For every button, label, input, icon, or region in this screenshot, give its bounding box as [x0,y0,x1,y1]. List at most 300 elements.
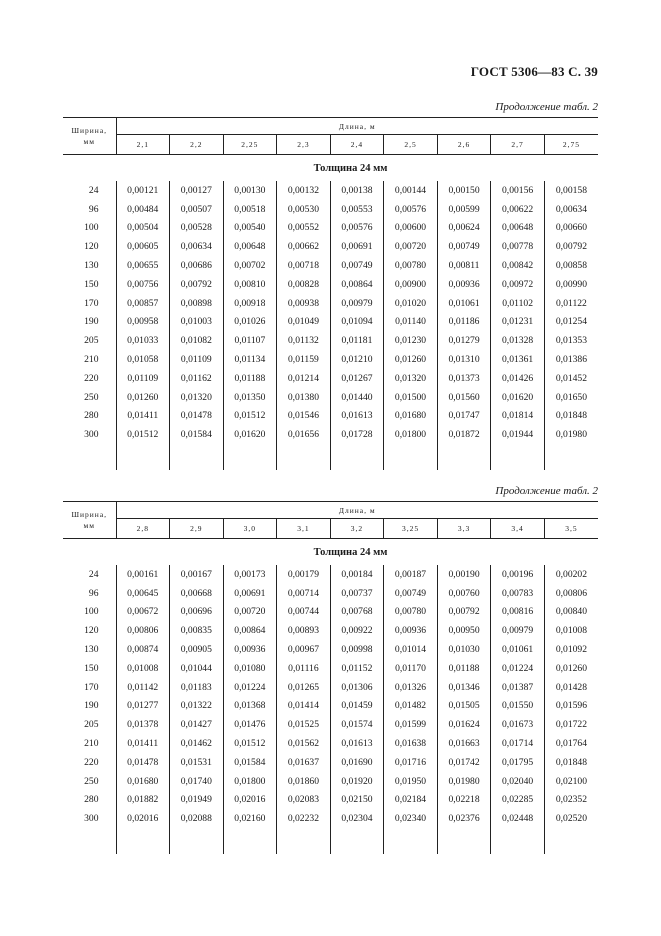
table-row [63,640,598,659]
volume-cell: 0,00696 [170,603,224,622]
volume-cell: 0,00599 [437,200,491,219]
length-header-cell: 3,0 [223,519,277,539]
volume-cell: 0,01140 [384,313,438,332]
volume-cell: 0,00714 [277,584,331,603]
volume-cell: 0,00668 [170,584,224,603]
length-header-cell: 3,3 [437,519,491,539]
volume-cell: 0,00553 [330,200,384,219]
volume-cell: 0,01107 [223,331,277,350]
volume-cell: 0,00737 [330,584,384,603]
volume-cell: 0,02352 [544,791,598,810]
volume-cell: 0,01848 [544,407,598,426]
volume-cell: 0,02520 [544,809,598,828]
width-cell: 250 [84,391,99,403]
volume-cell: 0,01030 [437,640,491,659]
volume-cell: 0,00576 [384,200,438,219]
spacer-cell [384,444,438,470]
width-label: Ширина, [71,510,108,519]
volume-cell: 0,01482 [384,697,438,716]
volume-cell: 0,00857 [116,294,170,313]
volume-cell: 0,01795 [491,753,545,772]
volume-cell: 0,00778 [491,237,545,256]
table-body [63,155,598,471]
volume-cell: 0,02150 [330,791,384,810]
table-row [63,678,598,697]
table-row [63,331,598,350]
volume-cell: 0,01033 [116,331,170,350]
volume-cell: 0,00864 [223,621,277,640]
volume-cell: 0,01260 [544,659,598,678]
volume-cell: 0,02088 [170,809,224,828]
volume-cell: 0,01350 [223,388,277,407]
volume-cell: 0,00645 [116,584,170,603]
volume-cell: 0,00158 [544,181,598,200]
volume-cell: 0,01525 [277,715,331,734]
volume-cell: 0,00605 [116,237,170,256]
volume-cell: 0,00936 [384,621,438,640]
volume-cell: 0,01188 [437,659,491,678]
volume-cell: 0,00127 [170,181,224,200]
width-cell: 250 [84,775,99,787]
volume-cell: 0,01680 [384,407,438,426]
volume-cell: 0,00936 [437,275,491,294]
volume-cell: 0,01620 [491,388,545,407]
volume-cell: 0,01380 [277,388,331,407]
volume-cell: 0,01584 [170,425,224,444]
width-unit: мм [83,521,95,530]
volume-cell: 0,01170 [384,659,438,678]
table-row [63,407,598,426]
volume-cell: 0,01428 [544,678,598,697]
length-header-cell: 2,2 [170,135,224,155]
volume-cell: 0,00655 [116,256,170,275]
table-row [63,388,598,407]
table-body [63,539,598,855]
volume-cell: 0,00979 [330,294,384,313]
volume-cell: 0,00702 [223,256,277,275]
volume-cell: 0,01142 [116,678,170,697]
width-cell: 210 [84,738,99,750]
width-cell: 210 [84,354,99,366]
volume-cell: 0,01944 [491,425,545,444]
volume-cell: 0,00893 [277,621,331,640]
volume-cell: 0,01426 [491,369,545,388]
volume-cell: 0,01230 [384,331,438,350]
volume-cell: 0,01008 [544,621,598,640]
volume-cell: 0,01882 [116,791,170,810]
volume-cell: 0,01848 [544,753,598,772]
volume-cell: 0,01116 [277,659,331,678]
volume-cell: 0,01044 [170,659,224,678]
volume-cell: 0,00898 [170,294,224,313]
table-spacer-row [63,828,598,854]
volume-cell: 0,01550 [491,697,545,716]
spacer-cell [277,444,331,470]
volume-cell: 0,01500 [384,388,438,407]
volume-cell: 0,00967 [277,640,331,659]
table-row [63,697,598,716]
width-cell: 130 [84,644,99,656]
volume-cell: 0,01546 [277,407,331,426]
volume-cell: 0,01620 [223,425,277,444]
volume-cell: 0,01306 [330,678,384,697]
spacer-cell [384,828,438,854]
volume-cell: 0,01814 [491,407,545,426]
volume-cell: 0,00173 [223,565,277,584]
volume-cell: 0,02016 [223,791,277,810]
volume-cell: 0,00130 [223,181,277,200]
volume-cell: 0,01049 [277,313,331,332]
volume-cell: 0,00979 [491,621,545,640]
volume-cell: 0,00540 [223,219,277,238]
table-row [63,584,598,603]
volume-cell: 0,00780 [384,256,438,275]
length-header-cell: 2,3 [277,135,331,155]
volume-cell: 0,00121 [116,181,170,200]
volume-cell: 0,02184 [384,791,438,810]
volume-cell: 0,01058 [116,350,170,369]
volume-cell: 0,01599 [384,715,438,734]
volume-cell: 0,01387 [491,678,545,697]
thickness-label: Толщина 24 мм [313,546,388,558]
spacer-cell [491,828,545,854]
table-row [63,313,598,332]
volume-cell: 0,01159 [277,350,331,369]
volume-cell: 0,01353 [544,331,598,350]
volume-cell: 0,01980 [437,772,491,791]
volume-cell: 0,00179 [277,565,331,584]
volume-cell: 0,01080 [223,659,277,678]
volume-cell: 0,00780 [384,603,438,622]
volume-cell: 0,01328 [491,331,545,350]
volume-cell: 0,00806 [116,621,170,640]
length-header-cell: 2,6 [437,135,491,155]
table-row [63,659,598,678]
volume-cell: 0,01950 [384,772,438,791]
volume-cell: 0,01690 [330,753,384,772]
volume-cell: 0,01596 [544,697,598,716]
volume-cell: 0,00835 [170,621,224,640]
volume-cell: 0,01512 [223,734,277,753]
volume-cell: 0,01214 [277,369,331,388]
volume-cell: 0,01462 [170,734,224,753]
width-cell: 24 [88,568,99,580]
spacer-cell [330,828,384,854]
table-row [63,734,598,753]
length-header-cell: 2,5 [384,135,438,155]
volume-cell: 0,01254 [544,313,598,332]
volume-cell: 0,01740 [170,772,224,791]
volume-cell: 0,01267 [330,369,384,388]
volume-cell: 0,01186 [437,313,491,332]
width-cell: 100 [84,222,99,234]
width-column-header [63,502,116,539]
volume-cell: 0,02340 [384,809,438,828]
volume-cell: 0,00810 [223,275,277,294]
volume-cell: 0,01980 [544,425,598,444]
volume-cell: 0,01716 [384,753,438,772]
volume-cell: 0,02376 [437,809,491,828]
volume-cell: 0,02016 [116,809,170,828]
width-unit: мм [83,137,95,146]
volume-cell: 0,02083 [277,791,331,810]
volume-cell: 0,01003 [170,313,224,332]
volume-cell: 0,00749 [437,237,491,256]
volume-cell: 0,00918 [223,294,277,313]
volume-cell: 0,01265 [277,678,331,697]
volume-table [63,501,598,854]
volume-cell: 0,00990 [544,275,598,294]
width-cell: 130 [84,260,99,272]
volume-cell: 0,01505 [437,697,491,716]
volume-cell: 0,01132 [277,331,331,350]
volume-cell: 0,01949 [170,791,224,810]
volume-cell: 0,00792 [544,237,598,256]
table-row [63,181,598,200]
volume-cell: 0,01560 [437,388,491,407]
table-row [63,200,598,219]
volume-cell: 0,00161 [116,565,170,584]
volume-cell: 0,00840 [544,603,598,622]
width-cell: 100 [84,606,99,618]
table-continuation-label: Продолжение табл. 2 [495,101,598,113]
width-cell: 300 [84,429,99,441]
volume-cell: 0,01014 [384,640,438,659]
volume-cell: 0,01386 [544,350,598,369]
volume-cell: 0,01277 [116,697,170,716]
volume-cell: 0,00634 [170,237,224,256]
volume-cell: 0,01613 [330,407,384,426]
width-cell: 280 [84,410,99,422]
volume-cell: 0,00792 [170,275,224,294]
volume-cell: 0,00936 [223,640,277,659]
volume-cell: 0,01440 [330,388,384,407]
spacer-cell [544,444,598,470]
volume-cell: 0,00938 [277,294,331,313]
table-spacer-row [63,444,598,470]
volume-cell: 0,00507 [170,200,224,219]
volume-cell: 0,00972 [491,275,545,294]
volume-cell: 0,00718 [277,256,331,275]
volume-cell: 0,01638 [384,734,438,753]
volume-cell: 0,01061 [437,294,491,313]
table-row [63,772,598,791]
volume-cell: 0,01181 [330,331,384,350]
volume-cell: 0,01427 [170,715,224,734]
volume-cell: 0,00998 [330,640,384,659]
volume-cell: 0,01637 [277,753,331,772]
volume-cell: 0,01459 [330,697,384,716]
volume-cell: 0,01531 [170,753,224,772]
volume-cell: 0,00530 [277,200,331,219]
volume-cell: 0,01800 [384,425,438,444]
volume-cell: 0,00167 [170,565,224,584]
spacer-cell [63,444,116,470]
spacer-cell [330,444,384,470]
table-row [63,715,598,734]
table-row [63,791,598,810]
volume-cell: 0,01162 [170,369,224,388]
volume-cell: 0,01562 [277,734,331,753]
volume-cell: 0,01320 [170,388,224,407]
width-cell: 170 [84,681,99,693]
volume-cell: 0,01260 [116,388,170,407]
width-cell: 150 [84,278,99,290]
volume-cell: 0,00874 [116,640,170,659]
length-header-cell: 2,25 [223,135,277,155]
volume-cell: 0,00150 [437,181,491,200]
table-row [63,603,598,622]
spacer-cell [116,444,170,470]
width-cell: 300 [84,813,99,825]
volume-cell: 0,00900 [384,275,438,294]
volume-cell: 0,00806 [544,584,598,603]
volume-cell: 0,00144 [384,181,438,200]
volume-cell: 0,01663 [437,734,491,753]
volume-cell: 0,00744 [277,603,331,622]
volume-cell: 0,01368 [223,697,277,716]
volume-cell: 0,01680 [116,772,170,791]
table-row [63,237,598,256]
thickness-row [63,539,598,566]
volume-cell: 0,01210 [330,350,384,369]
volume-cell: 0,00648 [491,219,545,238]
spacer-cell [170,828,224,854]
volume-cell: 0,02100 [544,772,598,791]
spacer-cell [223,828,277,854]
width-cell: 190 [84,316,99,328]
volume-cell: 0,01414 [277,697,331,716]
volume-cell: 0,01656 [277,425,331,444]
volume-cell: 0,00672 [116,603,170,622]
volume-cell: 0,01361 [491,350,545,369]
width-column-header [63,118,116,155]
length-values-row [63,519,598,539]
volume-cell: 0,00138 [330,181,384,200]
spacer-cell [170,444,224,470]
volume-cell: 0,01722 [544,715,598,734]
volume-cell: 0,00600 [384,219,438,238]
spacer-cell [491,444,545,470]
table-row [63,809,598,828]
spacer-cell [116,828,170,854]
volume-cell: 0,01082 [170,331,224,350]
thickness-row [63,155,598,182]
table-row [63,369,598,388]
volume-cell: 0,00552 [277,219,331,238]
volume-cell: 0,01109 [116,369,170,388]
volume-cell: 0,00858 [544,256,598,275]
volume-cell: 0,00184 [330,565,384,584]
volume-cell: 0,01373 [437,369,491,388]
volume-cell: 0,00922 [330,621,384,640]
volume-cell: 0,01742 [437,753,491,772]
volume-cell: 0,02232 [277,809,331,828]
volume-cell: 0,01872 [437,425,491,444]
volume-cell: 0,00720 [384,237,438,256]
volume-cell: 0,00760 [437,584,491,603]
spacer-cell [544,828,598,854]
length-header-cell: 3,4 [491,519,545,539]
spacer-cell [277,828,331,854]
width-cell: 150 [84,662,99,674]
volume-cell: 0,00518 [223,200,277,219]
volume-cell: 0,00504 [116,219,170,238]
length-header-cell: 3,5 [544,519,598,539]
table-row [63,294,598,313]
page-title: ГОСТ 5306—83 С. 39 [470,64,598,79]
volume-cell: 0,00190 [437,565,491,584]
volume-cell: 0,01411 [116,407,170,426]
width-cell: 96 [88,587,99,599]
volume-cell: 0,00792 [437,603,491,622]
volume-cell: 0,01800 [223,772,277,791]
width-cell: 96 [88,203,99,215]
volume-cell: 0,01094 [330,313,384,332]
volume-cell: 0,01224 [491,659,545,678]
volume-table [63,117,598,470]
width-label: Ширина, [71,126,108,135]
length-header-cell: 2,9 [170,519,224,539]
volume-cell: 0,01411 [116,734,170,753]
volume-cell: 0,01624 [437,715,491,734]
table-row [63,621,598,640]
volume-cell: 0,02218 [437,791,491,810]
width-cell: 205 [84,719,99,731]
table-row [63,256,598,275]
length-header-cell: 3,1 [277,519,331,539]
volume-cell: 0,00958 [116,313,170,332]
volume-cell: 0,01584 [223,753,277,772]
table-row [63,753,598,772]
volume-cell: 0,01452 [544,369,598,388]
volume-cell: 0,01260 [384,350,438,369]
spacer-cell [437,828,491,854]
volume-cell: 0,01320 [384,369,438,388]
table-row [63,219,598,238]
volume-cell: 0,00691 [223,584,277,603]
width-cell: 190 [84,700,99,712]
volume-cell: 0,01512 [223,407,277,426]
volume-cell: 0,00816 [491,603,545,622]
spacer-cell [437,444,491,470]
volume-cell: 0,01326 [384,678,438,697]
width-cell: 120 [84,625,99,637]
volume-cell: 0,00905 [170,640,224,659]
volume-cell: 0,01860 [277,772,331,791]
volume-cell: 0,00484 [116,200,170,219]
volume-cell: 0,00828 [277,275,331,294]
length-header-cell: 2,8 [116,519,170,539]
volume-cell: 0,01152 [330,659,384,678]
volume-cell: 0,00648 [223,237,277,256]
length-column-header: Длина, м [116,502,598,519]
width-cell: 120 [84,241,99,253]
volume-cell: 0,00783 [491,584,545,603]
volume-cell: 0,01574 [330,715,384,734]
volume-cell: 0,01183 [170,678,224,697]
volume-cell: 0,01134 [223,350,277,369]
table-continuation-label: Продолжение табл. 2 [495,485,598,497]
table-row [63,275,598,294]
volume-cell: 0,01102 [491,294,545,313]
volume-cell: 0,01650 [544,388,598,407]
volume-cell: 0,01673 [491,715,545,734]
table-row [63,425,598,444]
thickness-label: Толщина 24 мм [313,162,388,174]
volume-cell: 0,01310 [437,350,491,369]
table-row [63,350,598,369]
